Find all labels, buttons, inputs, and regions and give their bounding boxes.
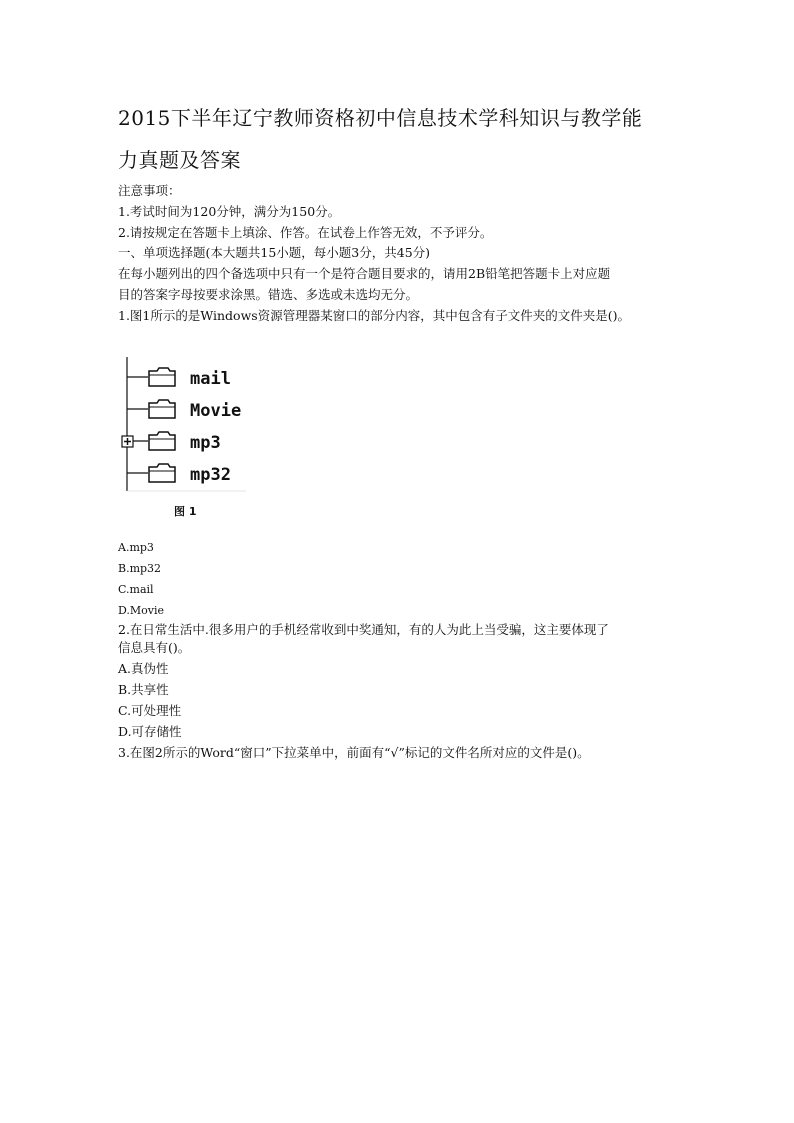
page-title-line1: 2015下半年辽宁教师资格初中信息技术学科知识与教学能 (118, 106, 643, 130)
q2-option-b: B.共享性 (118, 682, 169, 697)
q1-option-c: C.mail (118, 583, 154, 596)
folder-label-mail: mail (190, 369, 231, 389)
q1-option-a: A.mp3 (118, 541, 154, 554)
q1-option-b: B.mp32 (118, 562, 162, 575)
expand-plus-icon (122, 436, 133, 447)
notes-item-2: 2.请按规定在答题卡上填涂、作答。在试卷上作答无效，不予评分。 (118, 225, 493, 240)
tree-node-mail (127, 368, 231, 389)
folder-icon (149, 464, 175, 482)
notes-heading: 注意事项： (118, 183, 181, 198)
tree-node-mp3 (122, 432, 221, 453)
section-instruction-line1: 在每小题列出的四个备选项中只有一个是符合题目要求的，请用2B铅笔把答题卡上对应题 (118, 266, 611, 281)
notes-item-1: 1.考试时间为120分钟，满分为150分。 (118, 204, 341, 219)
q2-option-a: A.真伪性 (118, 661, 169, 676)
q2-stem-line2: 信息具有()。 (118, 640, 191, 655)
section-heading: 一、单项选择题(本大题共15小题，每小题3分，共45分) (118, 245, 431, 260)
q2-stem-line1: 2.在日常生活中.很多用户的手机经常收到中奖通知，有的人为此上当受骗，这主要体现了 (118, 622, 609, 637)
folder-icon (149, 432, 175, 450)
folder-label-mp32: mp32 (190, 465, 231, 485)
folder-icon (149, 400, 175, 418)
page-title-line2: 力真题及答案 (118, 148, 241, 172)
q2-option-c: C.可处理性 (118, 703, 182, 718)
folder-icon (149, 368, 175, 386)
section-instruction-line2: 目的答案字母按要求涂黑。错选、多选或未选均无分。 (118, 287, 419, 302)
q2-option-d: D.可存储性 (118, 724, 182, 739)
q1-option-d: D.Movie (118, 604, 165, 617)
q1-stem: 1.图1所示的是Windows资源管理器某窗口的部分内容，其中包含有子文件夹的文件夹是()。 (118, 308, 630, 323)
folder-label-movie: Movie (190, 401, 242, 421)
figure-1-folder-tree (118, 355, 258, 525)
folder-label-mp3: mp3 (190, 433, 221, 453)
tree-node-movie (127, 400, 241, 421)
figure-1-caption: 图 1 (174, 505, 197, 518)
q3-stem: 3.在图2所示的Word“窗口”下拉菜单中，前面有“√”标记的文件名所对应的文件是()。 (118, 745, 590, 760)
tree-node-mp32 (127, 464, 231, 485)
